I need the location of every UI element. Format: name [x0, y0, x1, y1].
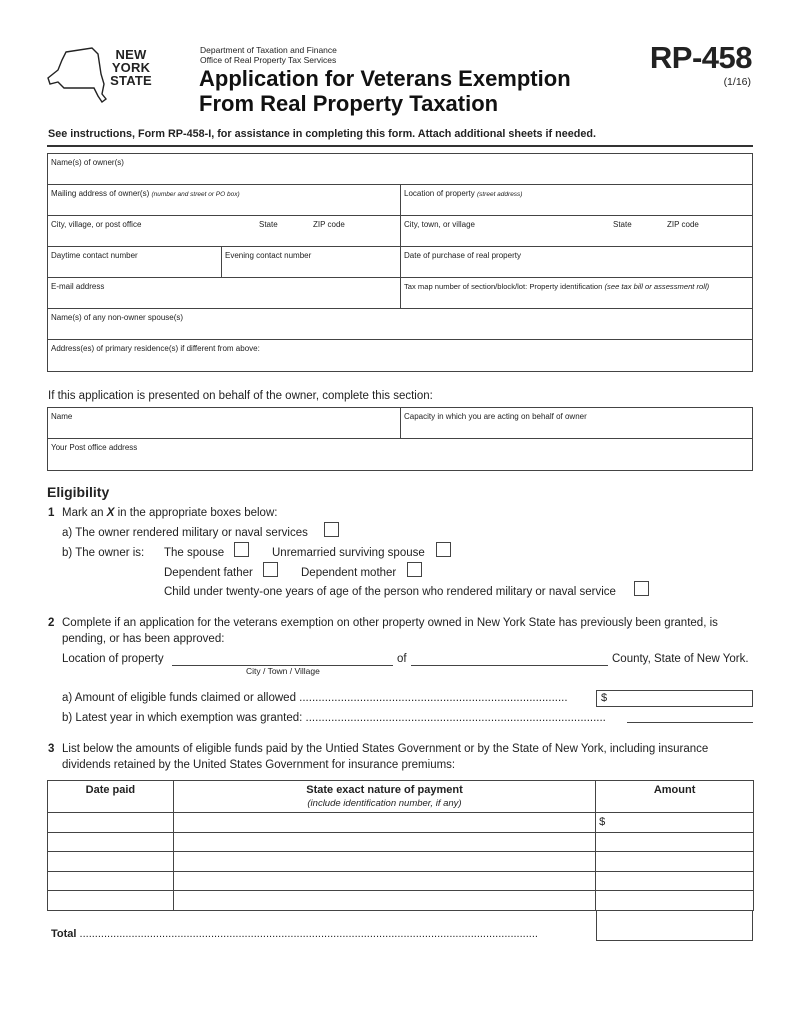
- amount-cell[interactable]: [596, 832, 754, 852]
- payments-table: [47, 780, 754, 911]
- email-field[interactable]: E-mail address: [51, 282, 105, 291]
- question-1-text: Mark an X in the appropriate boxes below:: [62, 507, 278, 519]
- city-row: [48, 216, 752, 247]
- option-child-label: Child under twenty-one years of age of the person who rendered military or naval service: [164, 586, 616, 598]
- total-amount-input[interactable]: [596, 910, 753, 941]
- question-3-line1: List below the amounts of eligible funds paid by the Untied States Government or by the State of New York, including insurance: [62, 743, 709, 755]
- eligible-funds-label: a) Amount of eligible funds claimed or allowed ....................................................................................: [62, 692, 568, 704]
- question-2-line2: pending, or has been approved:: [62, 633, 225, 645]
- dependent-mother-checkbox[interactable]: [407, 562, 422, 577]
- owner-names-field[interactable]: Name(s) of owner(s): [51, 158, 124, 167]
- behalf-box: [47, 407, 753, 471]
- location-of-property-label: Location of property: [62, 653, 164, 665]
- date-paid-cell[interactable]: [48, 813, 174, 833]
- child-checkbox[interactable]: [634, 581, 649, 596]
- table-row: [48, 813, 754, 833]
- option-military-label: a) The owner rendered military or naval services: [62, 527, 308, 539]
- military-service-checkbox[interactable]: [324, 522, 339, 537]
- form-title: Application for Veterans Exemption From Real Property Taxation: [199, 66, 571, 116]
- amount-header: Amount: [596, 781, 754, 813]
- option-father-label: Dependent father: [164, 567, 253, 579]
- total-row-label: Total ......................................................................................................................................................: [51, 928, 538, 940]
- post-office-address-field[interactable]: Your Post office address: [51, 443, 138, 452]
- city-post-office-field[interactable]: City, village, or post office State ZIP code: [51, 220, 345, 229]
- eligibility-heading: Eligibility: [47, 484, 110, 500]
- logo-wordmark: NEW YORK STATE: [110, 47, 152, 88]
- owner-info-box: [47, 153, 753, 372]
- question-3-number: 3: [48, 743, 55, 755]
- county-input[interactable]: [411, 665, 608, 666]
- property-location-field[interactable]: Location of property (street address): [400, 185, 752, 215]
- purchase-date-field[interactable]: Date of purchase of real property: [400, 247, 752, 277]
- owner-names-row: [48, 154, 752, 185]
- email-row: [48, 278, 752, 309]
- table-row: [48, 891, 754, 911]
- question-2-line1: Complete if an application for the veterans exemption on other property owned in New York State has previously been granted, is: [62, 617, 718, 629]
- date-paid-cell[interactable]: [48, 891, 174, 911]
- nature-cell[interactable]: [173, 852, 595, 872]
- form-revision: (1/16): [723, 76, 751, 88]
- nature-cell[interactable]: [173, 891, 595, 911]
- department-name: Department of Taxation and Finance Office of Real Property Tax Services: [200, 45, 337, 65]
- behalf-name-field[interactable]: Name: [51, 412, 73, 421]
- spouse-row: [48, 309, 752, 340]
- mailing-address-field[interactable]: Mailing address of owner(s) (number and street or PO box): [51, 189, 240, 198]
- amount-cell[interactable]: $: [596, 813, 754, 833]
- latest-year-label: b) Latest year in which exemption was granted: ..............................................................................................: [62, 712, 606, 724]
- dependent-father-checkbox[interactable]: [263, 562, 278, 577]
- amount-cell[interactable]: [596, 852, 754, 872]
- amount-cell[interactable]: [596, 891, 754, 911]
- non-owner-spouse-field[interactable]: Name(s) of any non-owner spouse(s): [51, 313, 184, 322]
- question-3-line2: dividends retained by the United States Government for insurance premiums:: [62, 759, 456, 771]
- daytime-contact-field[interactable]: Daytime contact number: [51, 251, 138, 260]
- amount-cell[interactable]: [596, 871, 754, 891]
- county-state-label: County, State of New York.: [612, 653, 749, 665]
- city-town-village-caption: City / Town / Village: [246, 666, 320, 676]
- date-paid-header: Date paid: [48, 781, 174, 813]
- nature-cell[interactable]: [173, 871, 595, 891]
- question-1-number: 1: [48, 507, 55, 519]
- header-divider: [47, 145, 753, 147]
- unremarried-spouse-checkbox[interactable]: [436, 542, 451, 557]
- table-row: [48, 852, 754, 872]
- behalf-name-row: [48, 408, 752, 439]
- residence-row: [48, 340, 752, 371]
- question-2-number: 2: [48, 617, 55, 629]
- nys-logo: [44, 44, 164, 104]
- option-unremarried-label: Unremarried surviving spouse: [272, 547, 425, 559]
- behalf-post-row: [48, 439, 752, 470]
- table-row: [48, 832, 754, 852]
- mailing-row: [48, 185, 752, 216]
- latest-year-input[interactable]: [627, 722, 753, 723]
- payments-table-header: [48, 781, 754, 813]
- primary-residence-field[interactable]: Address(es) of primary residence(s) if different from above:: [51, 344, 260, 353]
- evening-contact-field[interactable]: Evening contact number: [221, 247, 400, 277]
- table-row: [48, 871, 754, 891]
- of-label: of: [397, 653, 407, 665]
- date-paid-cell[interactable]: [48, 832, 174, 852]
- spouse-checkbox[interactable]: [234, 542, 249, 557]
- form-number: RP-458: [649, 40, 752, 75]
- tax-map-number-field[interactable]: Tax map number of section/block/lot: Property identification (see tax bill or assessment roll): [400, 278, 752, 308]
- option-mother-label: Dependent mother: [301, 567, 397, 579]
- city-town-village-field[interactable]: City, town, or village State ZIP code: [400, 216, 752, 246]
- capacity-field[interactable]: Capacity in which you are acting on behalf of owner: [400, 408, 752, 438]
- date-paid-cell[interactable]: [48, 871, 174, 891]
- option-spouse-label: The spouse: [164, 547, 225, 559]
- date-paid-cell[interactable]: [48, 852, 174, 872]
- contact-row: [48, 247, 752, 278]
- behalf-intro: If this application is presented on behalf of the owner, complete this section:: [48, 390, 433, 402]
- nature-cell[interactable]: [173, 832, 595, 852]
- nature-header: State exact nature of payment (include identification number, if any): [173, 781, 595, 813]
- nature-cell[interactable]: [173, 813, 595, 833]
- owner-is-label: b) The owner is:: [62, 547, 145, 559]
- eligible-funds-amount-input[interactable]: $: [596, 690, 753, 707]
- instructions-note: See instructions, Form RP-458-I, for assistance in completing this form. Attach additional sheets if needed.: [48, 128, 596, 140]
